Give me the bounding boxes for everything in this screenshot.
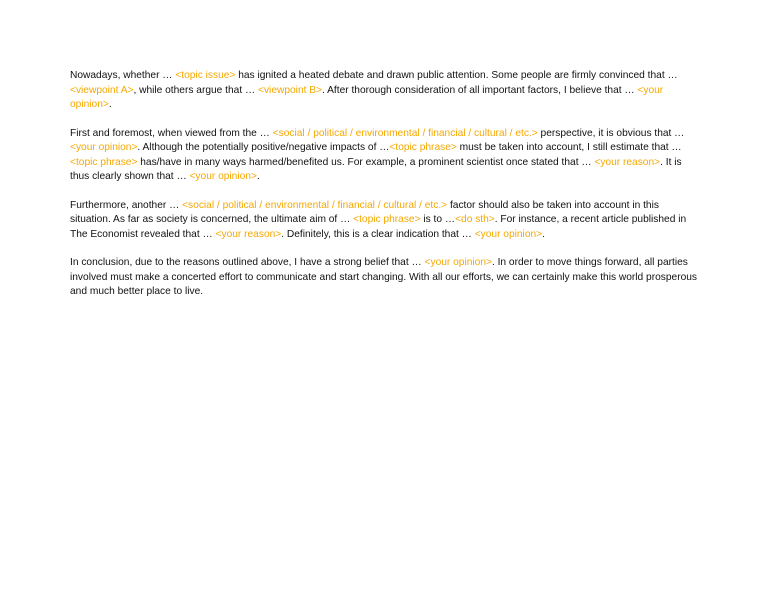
body-text: . For instance, a recent article published in The Economist revealed that … [70,214,687,240]
body-text: is to … [420,214,456,225]
placeholder-text: <topic phrase> [389,142,457,153]
body-text: Nowadays, whether … [70,70,176,81]
paragraph-1 [70,69,702,113]
body-text: . Although the potentially positive/negative impacts of … [137,142,390,153]
placeholder-text: <topic phrase> [70,156,138,168]
body-text: . [108,99,112,110]
body-text: . In order to move things forward, all parties involved must make a concerted effort to communicate and start changing. With all our efforts, we can certainly make this world prosperous and much better place to live. [70,257,698,297]
placeholder-text: <social / political / environmental / financial / cultural / etc.> [272,127,538,139]
body-text: perspective, it is obvious that … [537,127,685,139]
placeholder-text: <topic phrase> [353,214,421,225]
body-text: must be taken into account, I still estimate that … [456,142,682,153]
paragraph-2 [70,127,702,185]
placeholder-text: <your opinion> [189,171,257,182]
placeholder-text: <your opinion> [474,228,543,240]
body-text: . It is thus clearly shown that … [70,156,682,182]
paragraph-3 [70,199,702,243]
placeholder-text: <social / political / environmental / financial / cultural / etc.> [182,199,448,211]
body-text: . [542,228,545,240]
placeholder-text: <topic issue> [175,70,236,81]
body-text: . [256,171,260,182]
placeholder-text: <do sth> [455,214,495,225]
body-text: has ignited a heated debate and drawn public attention. Some people are firmly convinced that … [235,70,678,81]
body-text: . Definitely, this is a clear indication that … [281,228,475,240]
body-text: Furthermore, another … [70,199,183,211]
body-text: , while others argue that … [133,84,259,96]
body-text: In conclusion, due to the reasons outlined above, I have a strong belief that … [70,257,425,268]
body-text: has/have in many ways harmed/benefited us. For example, a prominent scientist once stated that … [137,156,595,168]
body-text: factor should also be taken into account in this situation. As far as society is concerned, the ultimate aim of … [70,199,659,225]
document-body [70,69,702,314]
body-text: First and foremost, when viewed from the … [70,127,273,139]
placeholder-text: <your opinion> [70,142,138,153]
placeholder-text: <your reason> [215,228,282,240]
placeholder-text: <your reason> [594,156,661,168]
placeholder-text: <your opinion> [424,257,492,268]
placeholder-text: <your opinion> [70,84,664,110]
body-text: . After thorough consideration of all important factors, I believe that … [322,84,638,96]
paragraph-4 [70,256,702,300]
placeholder-text: <viewpoint B> [258,84,323,96]
placeholder-text: <viewpoint A> [70,84,134,96]
